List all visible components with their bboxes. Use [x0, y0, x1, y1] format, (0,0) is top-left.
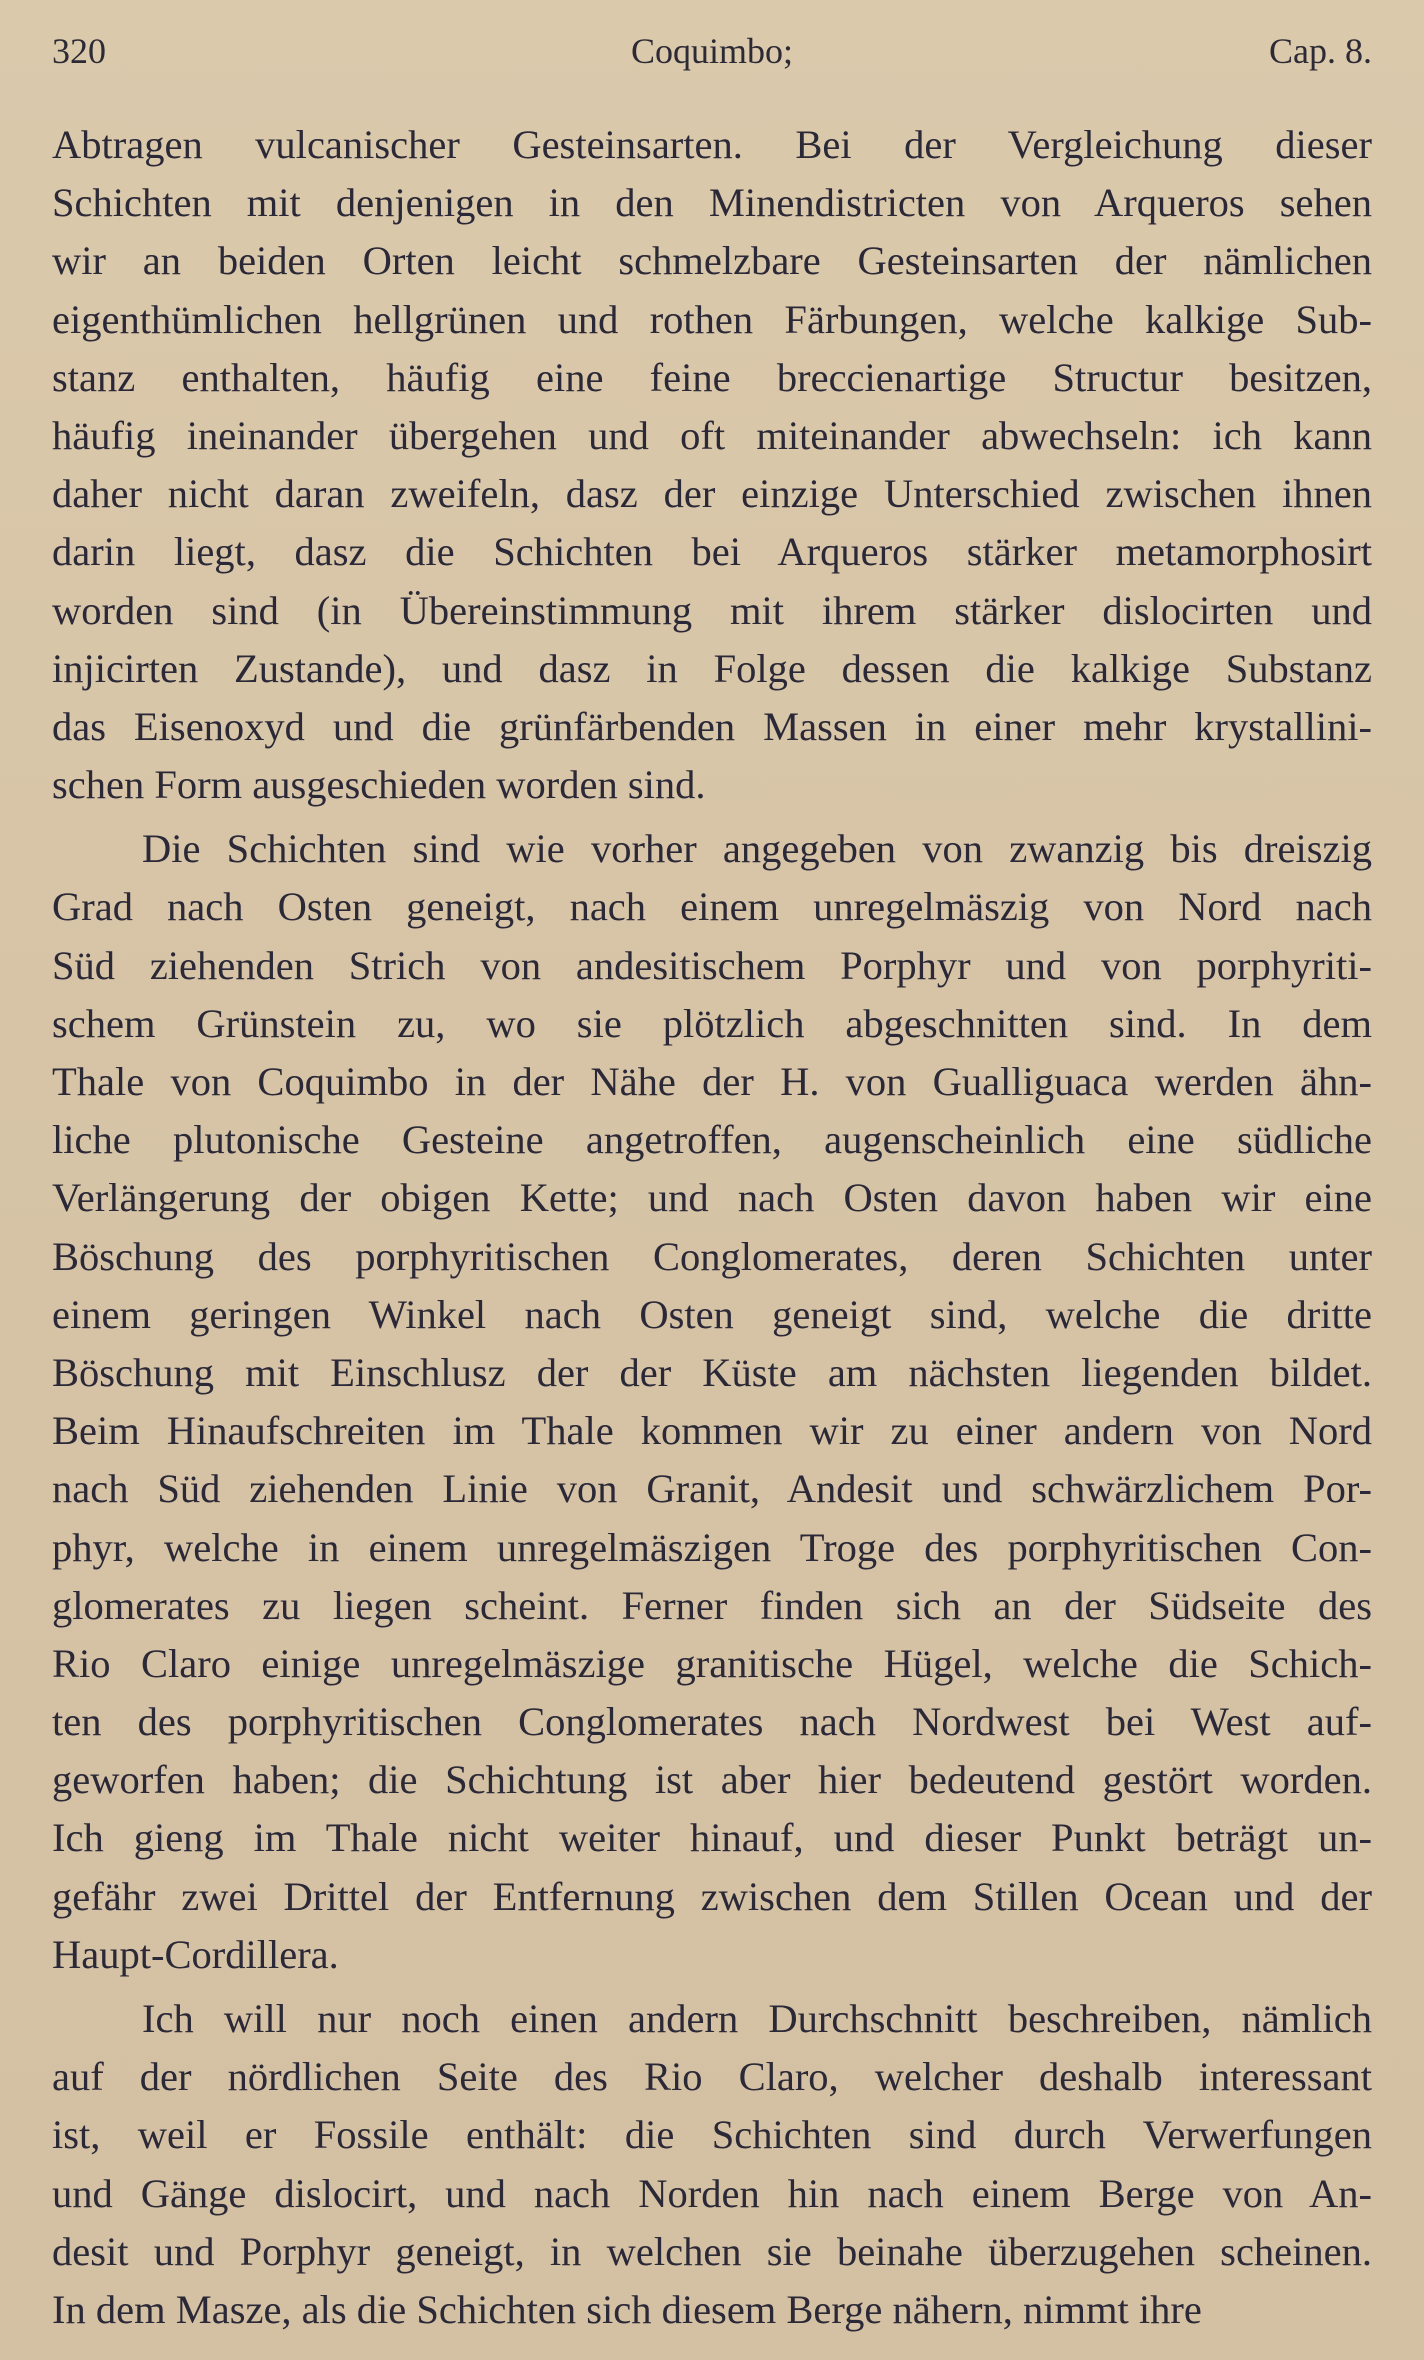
text-line: nach Süd ziehenden Linie von Granit, Andesit und schwärzlichem Por- [52, 1466, 1372, 1512]
text-line: häufig ineinander übergehen und oft miteinander abwechseln: ich kann [52, 412, 1372, 458]
page-header [52, 30, 1372, 78]
paragraph [52, 820, 1372, 1984]
text-line: einem geringen Winkel nach Osten geneigt sind, welche die dritte [52, 1291, 1372, 1337]
text-line: injicirten Zustande), und dasz in Folge dessen die kalkige Substanz [52, 645, 1372, 691]
text-line: Abtragen vulcanischer Gesteinsarten. Bei der Vergleichung dieser [52, 122, 1372, 167]
text-line: ist, weil er Fossile enthält: die Schichten sind durch Verwerfungen [52, 2112, 1372, 2158]
text-line: gefähr zwei Drittel der Entfernung zwischen dem Stillen Ocean und der [52, 1873, 1372, 1919]
text-line: schen Form ausgeschieden worden sind. [52, 762, 706, 808]
text-line: wir an beiden Orten leicht schmelzbare Gesteinsarten der nämlichen [52, 238, 1372, 284]
text-line: Böschung mit Einschlusz der der Küste am nächsten liegenden bildet. [52, 1349, 1372, 1395]
text-line: eigenthümlichen hellgrünen und rothen Färbungen, welche kalkige Sub- [52, 296, 1372, 342]
paragraph [52, 1990, 1372, 2339]
text-line: desit und Porphyr geneigt, in welchen sie beinahe überzugehen scheinen. [52, 2228, 1372, 2274]
text-line: das Eisenoxyd und die grünfärbenden Massen in einer mehr krystallini- [52, 703, 1372, 749]
text-line: Die Schichten sind wie vorher angegeben von zwanzig bis dreiszig [142, 826, 1372, 872]
text-line: schem Grünstein zu, wo sie plötzlich abgeschnitten sind. In dem [52, 1000, 1372, 1046]
text-line: Thale von Coquimbo in der Nähe der H. von Gualliguaca werden ähn- [52, 1059, 1372, 1104]
running-title: Coquimbo; [630, 31, 794, 71]
body-text [52, 116, 1372, 2339]
text-line: Süd ziehenden Strich von andesitischem Porphyr und von porphyriti- [52, 942, 1372, 988]
text-line: und Gänge dislocirt, und nach Norden hin nach einem Berge von An- [52, 2170, 1372, 2216]
text-line: Rio Claro einige unregelmäszige granitische Hügel, welche die Schich- [52, 1640, 1372, 1686]
text-line: ten des porphyritischen Conglomerates nach Nordwest bei West auf- [52, 1699, 1372, 1745]
chapter-label: Cap. 8. [1269, 31, 1372, 71]
text-line: geworfen haben; die Schichtung ist aber hier bedeutend gestört worden. [52, 1757, 1372, 1803]
text-line: Verlängerung der obigen Kette; und nach Osten davon haben wir eine [52, 1175, 1372, 1221]
text-line: darin liegt, dasz die Schichten bei Arqueros stärker metamorphosirt [52, 529, 1372, 575]
text-line: Grad nach Osten geneigt, nach einem unregelmäszig von Nord nach [52, 884, 1372, 930]
text-line: Schichten mit denjenigen in den Minendistricten von Arqueros sehen [52, 180, 1372, 226]
text-line: Böschung des porphyritischen Conglomerates, deren Schichten unter [52, 1233, 1372, 1279]
text-line: In dem Masze, als die Schichten sich diesem Berge nähern, nimmt ihre [52, 2286, 1202, 2332]
text-line: auf der nördlichen Seite des Rio Claro, welcher deshalb interessant [52, 2054, 1372, 2100]
text-line: Ich will nur noch einen andern Durchschnitt beschreiben, nämlich [142, 1996, 1372, 2041]
text-line: Haupt-Cordillera. [52, 1931, 339, 1977]
text-line: Ich gieng im Thale nicht weiter hinauf, und dieser Punkt beträgt un- [52, 1815, 1372, 1861]
text-line: glomerates zu liegen scheint. Ferner finden sich an der Südseite des [52, 1582, 1372, 1628]
text-line: stanz enthalten, häufig eine feine breccienartige Structur besitzen, [52, 354, 1372, 400]
text-line: daher nicht daran zweifeln, dasz der einzige Unterschied zwischen ihnen [52, 471, 1372, 517]
page-number: 320 [52, 31, 106, 71]
text-line: Beim Hinaufschreiten im Thale kommen wir zu einer andern von Nord [52, 1408, 1372, 1454]
paragraph [52, 116, 1372, 814]
text-line: phyr, welche in einem unregelmäszigen Troge des porphyritischen Con- [52, 1524, 1372, 1570]
text-line: worden sind (in Übereinstimmung mit ihrem stärker dislocirten und [52, 587, 1372, 633]
text-line: liche plutonische Gesteine angetroffen, augenscheinlich eine südliche [52, 1117, 1372, 1163]
